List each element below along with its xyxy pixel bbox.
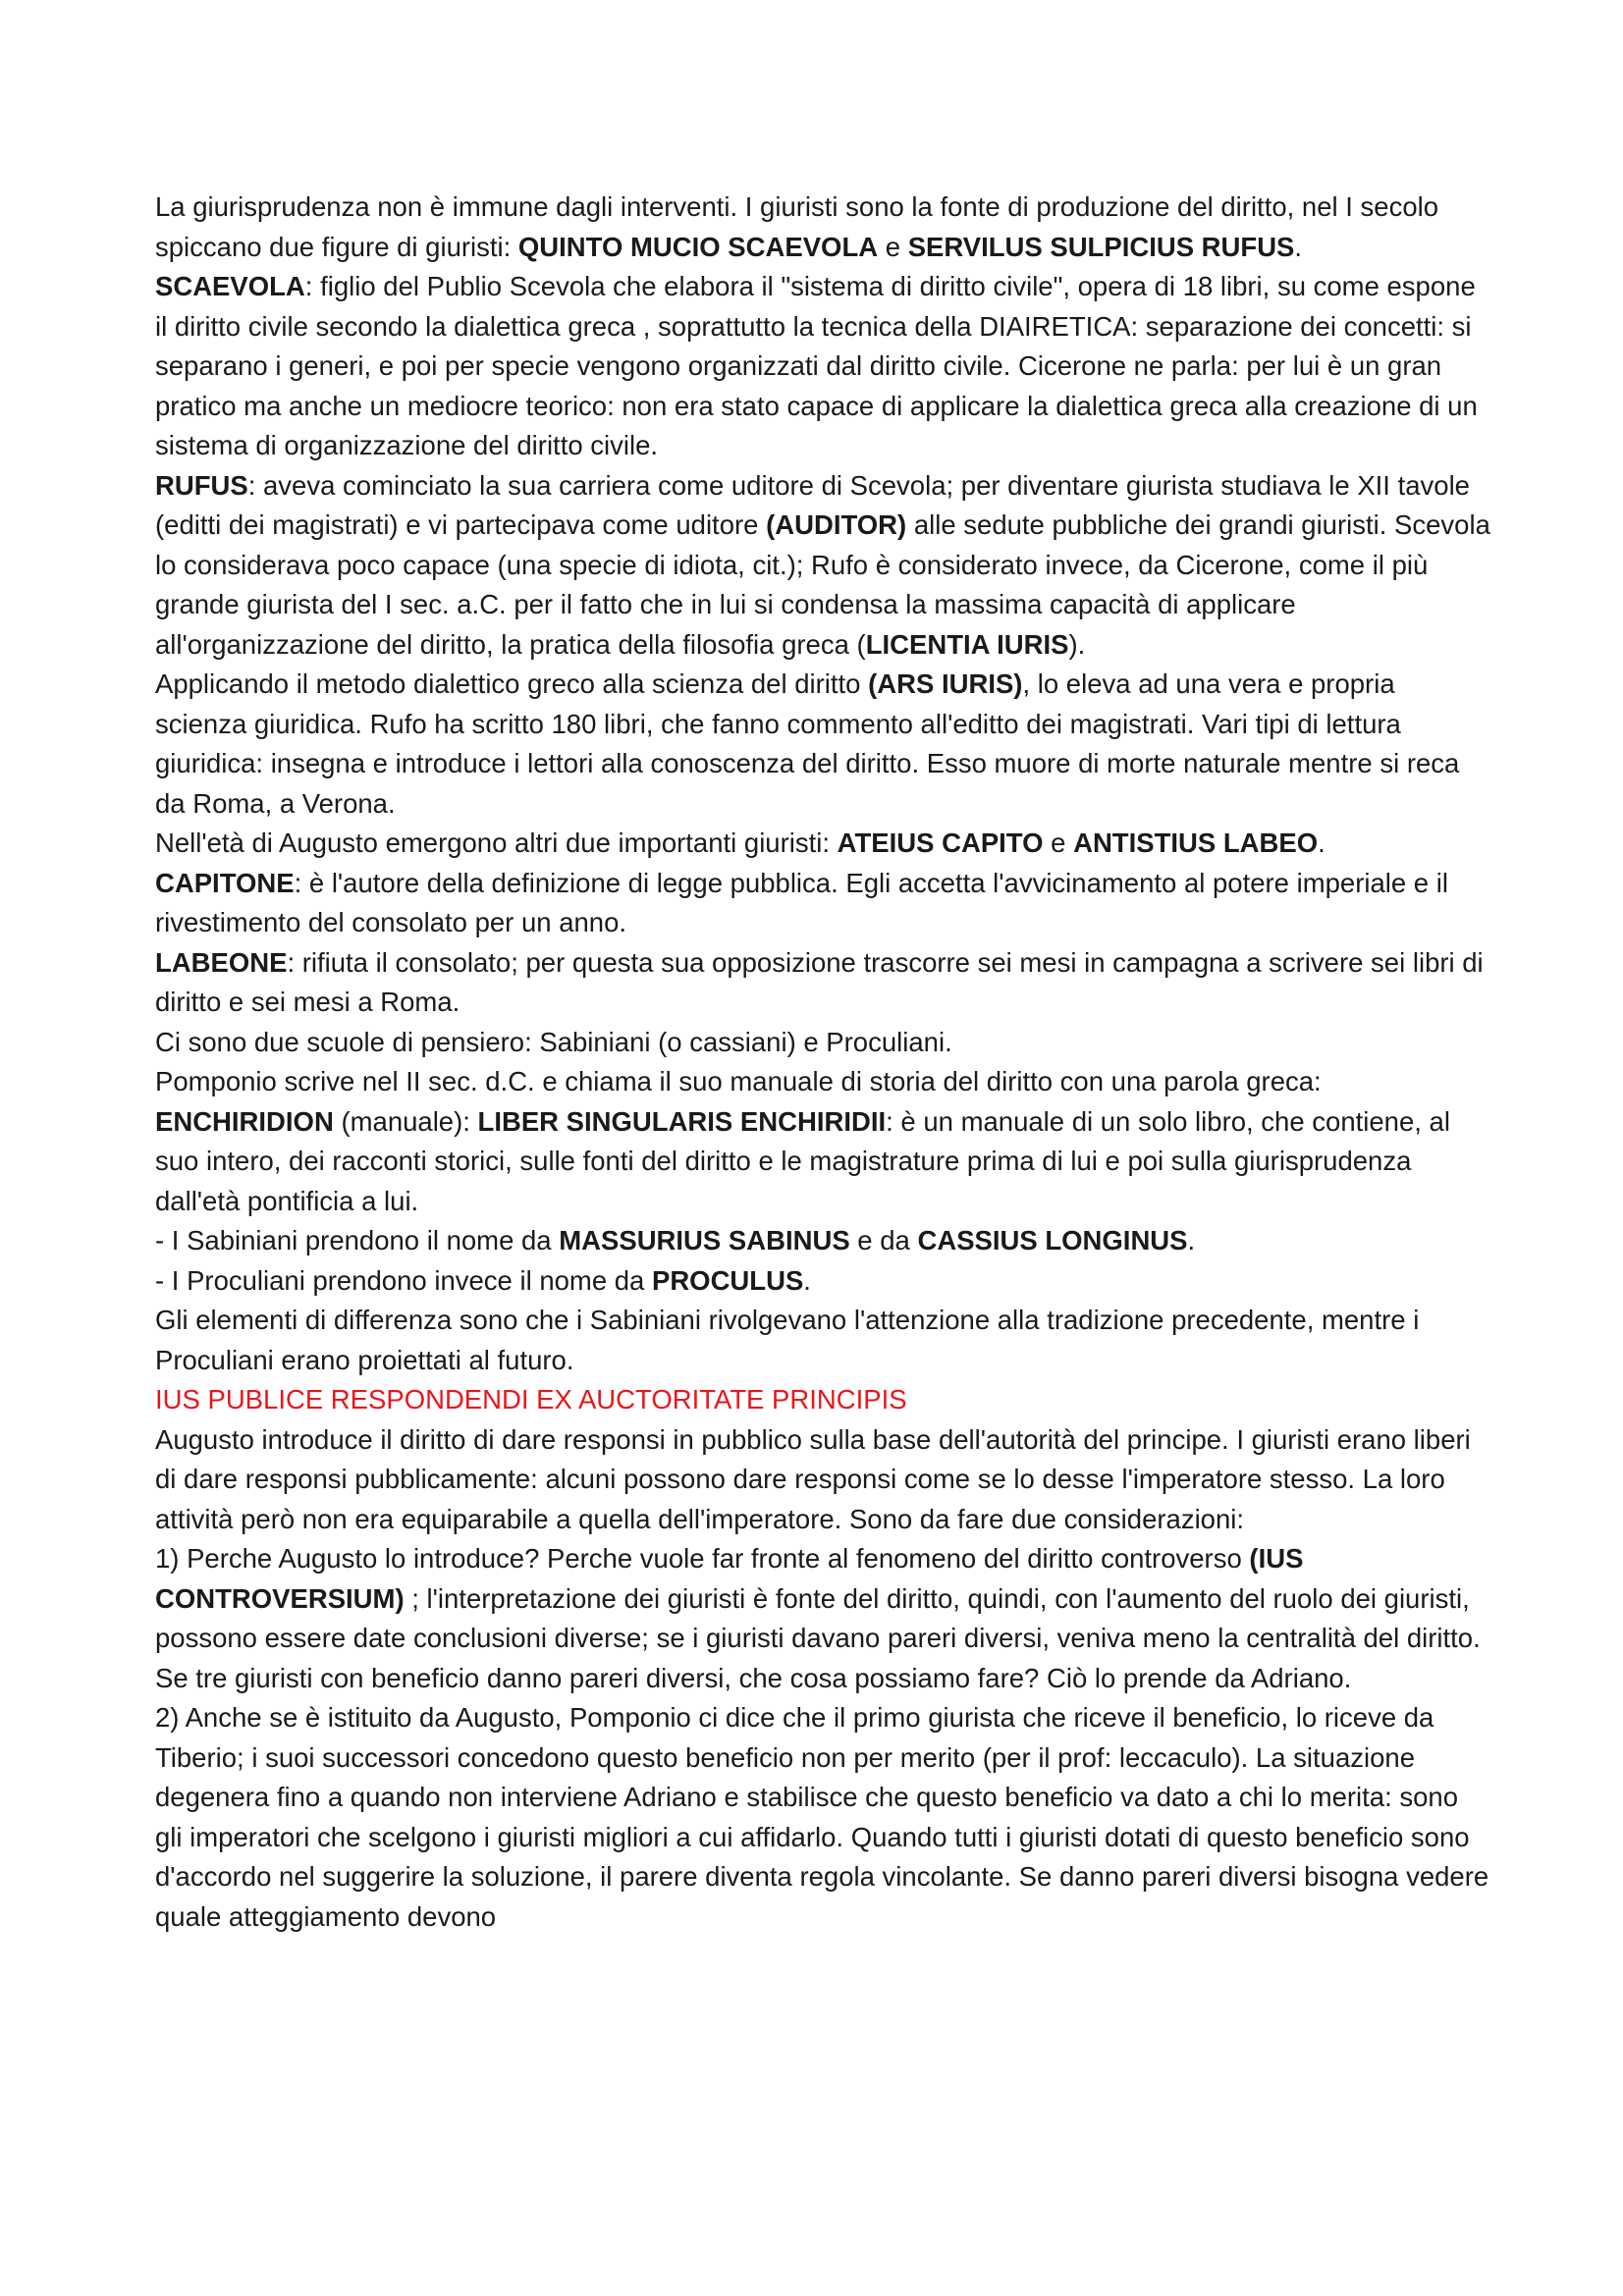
bold-term: QUINTO MUCIO SCAEVOLA	[517, 231, 879, 262]
paragraph	[155, 864, 1490, 943]
bold-term: RUFUS	[155, 469, 248, 501]
text-run: ; l'interpretazione dei giuristi è fonte del diritto, quindi, con l'aumento del ruolo dei giuristi, possono essere date conclusioni diverse; se i giuristi davano pareri diversi, veniva meno la centralità del diritto. Se tre giuristi con beneficio danno pareri diversi, che cosa possiamo fare? Ciò lo prende da Adriano.	[155, 1582, 1481, 1693]
bold-term: (IUS CONTROVERSIUM)	[155, 1543, 1304, 1614]
text-run: Pomponio scrive nel II sec. d.C. e chiama il suo manuale di storia del diritto con una parola greca:	[155, 1066, 1322, 1096]
paragraph	[155, 187, 1490, 267]
paragraph	[155, 1023, 1490, 1063]
text-run: La giurisprudenza non è immune dagli interventi. I giuristi sono la fonte di produzione del diritto, nel I secolo spiccano due figure di giuristi:	[155, 191, 1439, 262]
paragraph	[155, 1261, 1490, 1302]
paragraph	[155, 1380, 1490, 1420]
paragraph	[155, 1698, 1490, 1937]
bold-term: MASSURIUS SABINUS	[559, 1225, 850, 1255]
text-run: .	[1294, 231, 1303, 262]
paragraph	[155, 824, 1490, 864]
bold-term: CAPITONE	[155, 867, 295, 898]
paragraph	[155, 267, 1490, 466]
bold-term: ANTISTIUS LABEO	[1073, 828, 1319, 858]
text-run: : è un manuale di un solo libro, che contiene, al suo intero, dei racconti storici, sulle fonti del diritto e le magistrature prima di lui e poi sulla giurisprudenza dall'età pontificia a lui.	[155, 1105, 1450, 1216]
bold-term: ATEIUS CAPITO	[837, 828, 1044, 858]
text-run: alle sedute pubbliche dei grandi giuristi. Scevola lo considerava poco capace (una specie di idiota, cit.); Rufo è considerato invece, da Cicerone, come il più grande giurista del I sec. a.C. per il fatto che in lui si condensa la massima capacità di applicare all'organizzazione del diritto, la pratica della filosofia greca (	[155, 509, 1490, 660]
text-run: ).	[1068, 628, 1086, 660]
text-run: (manuale):	[333, 1105, 478, 1137]
text-run: Nell'età di Augusto emergono altri due importanti giuristi:	[155, 828, 838, 858]
paragraph	[155, 1539, 1490, 1698]
text-run: e	[1043, 828, 1074, 858]
text-run: : aveva cominciato la sua carriera come uditore di Scevola; per diventare giurista studiava le XII tavole (editti dei magistrati) e vi partecipava come uditore	[155, 469, 1470, 540]
bold-term: SCAEVOLA	[155, 271, 305, 301]
text-run: - I Sabiniani prendono il nome da	[155, 1225, 560, 1255]
text-run: e da	[849, 1225, 918, 1255]
text-run: .	[803, 1264, 811, 1296]
text-run: - I Proculiani prendono invece il nome da	[155, 1264, 652, 1296]
text-run: Applicando il metodo dialettico greco alla scienza del diritto	[155, 668, 869, 699]
bold-term: PROCULUS	[651, 1264, 804, 1296]
section-heading: IUS PUBLICE RESPONDENDI EX AUCTORITATE PRINCIPIS	[155, 1384, 907, 1415]
text-run: Ci sono due scuole di pensiero: Sabiniani (o cassiani) e Proculiani.	[155, 1026, 952, 1057]
bold-term: SERVILUS SULPICIUS RUFUS	[907, 231, 1295, 262]
text-run: : rifiuta il consolato; per questa sua opposizione trascorre sei mesi in campagna a scrivere sei libri di diritto e sei mesi a Roma.	[155, 946, 1484, 1017]
text-run: 2) Anche se è istituito da Augusto, Pomponio ci dice che il primo giurista che riceve il beneficio, lo riceve da Tiberio; i suoi successori concedono questo beneficio non per merito (per il prof: leccaculo). La situazione degenera fino a quando non interviene Adriano e stabilisce che questo beneficio va dato a chi lo merita: sono gli imperatori che scelgono i giuristi migliori a cui affidarlo. Quando tutti i giuristi dotati di questo beneficio sono d'accordo nel suggerire la soluzione, il parere diventa regola vincolante. Se danno pareri diversi bisogna vedere quale atteggiamento devono	[155, 1702, 1489, 1932]
text-run: .	[1187, 1225, 1196, 1255]
paragraph	[155, 466, 1490, 666]
bold-term: (AUDITOR)	[766, 509, 907, 540]
bold-term: ENCHIRIDION	[155, 1105, 334, 1137]
text-run: : è l'autore della definizione di legge pubblica. Egli accetta l'avvicinamento al potere imperiale e il rivestimento del consolato per un anno.	[155, 867, 1448, 937]
paragraph	[155, 1221, 1490, 1261]
bold-term: (ARS IURIS)	[868, 668, 1023, 699]
bold-term: LABEONE	[155, 946, 288, 978]
bold-term: CASSIUS LONGINUS	[917, 1225, 1188, 1255]
paragraph	[155, 665, 1490, 824]
paragraph	[155, 1301, 1490, 1380]
document-body	[155, 187, 1490, 1937]
bold-term: LIBER SINGULARIS ENCHIRIDII	[477, 1105, 887, 1137]
text-run: e	[878, 231, 908, 262]
text-run: Gli elementi di differenza sono che i Sabiniani rivolgevano l'attenzione alla tradizione precedente, mentre i Proculiani erano proiettati al futuro.	[155, 1305, 1420, 1375]
paragraph	[155, 1420, 1490, 1540]
text-run: .	[1318, 828, 1325, 858]
text-run: : figlio del Publio Scevola che elabora il "sistema di diritto civile", opera di 18 libri, su come espone il diritto civile secondo la dialettica greca , soprattutto la tecnica della DIAIRETICA: separazione dei concetti: si separano i generi, e poi per specie vengono organizzati dal diritto civile. Cicerone ne parla: per lui è un gran pratico ma anche un mediocre teorico: non era stato capace di applicare la dialettica greca alla creazione di un sistema di organizzazione del diritto civile.	[155, 271, 1478, 460]
bold-term: LICENTIA IURIS	[865, 628, 1069, 660]
text-run: Augusto introduce il diritto di dare responsi in pubblico sulla base dell'autorità del principe. I giuristi erano liberi di dare responsi pubblicamente: alcuni possono dare responsi come se lo desse l'imperatore stesso. La loro attività però non era equiparabile a quella dell'imperatore. Sono da fare due considerazioni:	[155, 1423, 1471, 1534]
paragraph	[155, 943, 1490, 1023]
text-run: , lo eleva ad una vera e propria scienza giuridica. Rufo ha scritto 180 libri, che fanno commento all'editto dei magistrati. Vari tipi di lettura giuridica: insegna e introduce i lettori alla conoscenza del diritto. Esso muore di morte naturale mentre si reca da Roma, a Verona.	[155, 668, 1460, 819]
text-run: 1) Perche Augusto lo introduce? Perche vuole far fronte al fenomeno del diritto controverso	[155, 1543, 1250, 1574]
paragraph	[155, 1062, 1490, 1221]
